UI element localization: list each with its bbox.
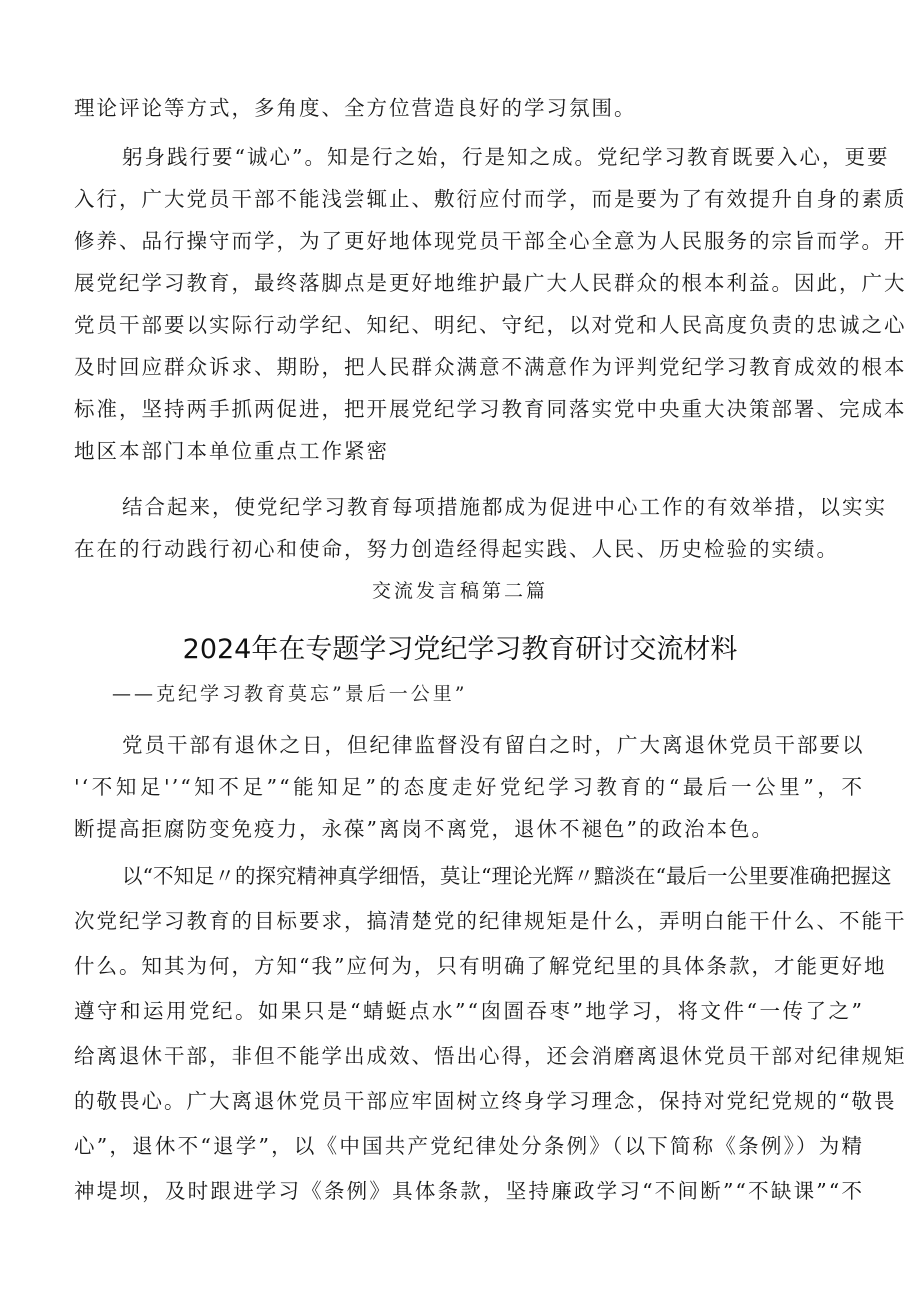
paragraph-line: 修养、品行操守而学，为了更好地体现党员干部全心全意为人民服务的宗旨而学。开	[74, 229, 907, 253]
paragraph-line: 给离退休干部，非但不能学出成效、悟出心得，还会消磨离退休党员干部对纪律规矩	[74, 1044, 907, 1068]
paragraph-line: 以“不知足〃的探究精神真学细悟，莫让“理论光辉〃黯淡在“最后一公里要准确把握这	[122, 864, 892, 888]
paragraph-line: 次党纪学习教育的目标要求，搞清楚党的纪律规矩是什么，弄明白能干什么、不能干	[74, 909, 907, 933]
paragraph-line: 结合起来，使党纪学习教育每项措施都成为促进中心工作的有效举措，以实实	[122, 495, 887, 519]
paragraph-line: 什么。知其为何，方知“我”应何为，只有明确了解党纪里的具体条款，才能更好地	[74, 954, 887, 978]
paragraph-line: 断提高拒腐防变免疫力，永葆”离岗不离党，退休不褪色”的政治本色。	[74, 817, 774, 841]
paragraph-line: 入行，广大党员干部不能浅尝辄止、敷衍应付而学，而是要为了有效提升自身的素质	[74, 187, 907, 211]
paragraph-line: 展党纪学习教育，最终落脚点是更好地维护最广大人民群众的根本利益。因此，广大	[74, 271, 907, 295]
paragraph-line: 心”，退休不“退学”，以《中国共产党纪律处分条例》（以下简称《条例》）为精	[74, 1134, 864, 1158]
paragraph-line: '‘不知足'’“知不足”“能知足”的态度走好党纪学习教育的“最后一公里”，不	[74, 775, 864, 799]
paragraph-line: 躬身践行要“诚心”。知是行之始，行是知之成。党纪学习教育既要入心，更要	[122, 145, 890, 169]
paragraph-line: 标准，坚持两手抓两促进，把开展党纪学习教育同落实党中央重大决策部署、完成本	[74, 397, 907, 421]
continued-paragraph-line: 理论评论等方式，多角度、全方位营造良好的学习氛围。	[74, 96, 637, 120]
paragraph-line: 及时回应群众诉求、期盼，把人民群众满意不满意作为评判党纪学习教育成效的根本	[74, 355, 907, 379]
paragraph-line: 党员干部有退休之日，但纪律监督没有留白之时，广大离退休党员干部要以	[122, 733, 865, 757]
document-subtitle: ——克纪学习教育莫忘”景后一公里”	[112, 683, 468, 705]
paragraph-line: 党员干部要以实际行动学纪、知纪、明纪、守纪，以对党和人民高度负责的忠诚之心	[74, 313, 907, 337]
paragraph-line: 在在的行动践行初心和使命，努力创造经得起实践、人民、历史检验的实绩。	[74, 537, 839, 561]
paragraph-line: 神堤坝，及时跟进学习《条例》具体条款，坚持廉政学习“不间断”“不缺课”“不	[74, 1179, 864, 1203]
paragraph-line: 地区本部门本单位重点工作紧密	[74, 439, 389, 463]
section-label: 交流发言稿第二篇	[371, 580, 548, 602]
paragraph-line: 的敬畏心。广大离退休党员干部应牢固树立终身学习理念，保持对党纪党规的“敬畏	[74, 1089, 897, 1113]
paragraph-line: 遵守和运用党纪。如果只是“蜻蜓点水”“囱圄吞枣”地学习，将文件“一传了之”	[74, 999, 864, 1023]
document-title: 2024年在专题学习党纪学习教育研讨交流材料	[182, 634, 738, 665]
